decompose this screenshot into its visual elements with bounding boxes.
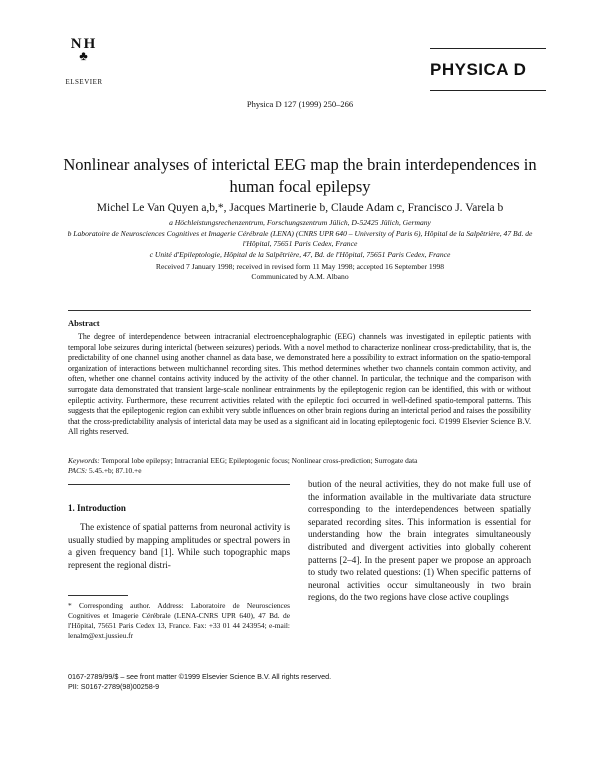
- keywords-block: [68, 456, 531, 476]
- keywords-label: Keywords:: [68, 456, 100, 465]
- footnote-rule: [68, 595, 128, 596]
- abstract-text: The degree of interdependence between intracranial electroencephalographic (EEG) channels was investigated in epileptic patients with temporal lobe seizures during interictal (between seizures) periods. With a novel method to characterize nonlinear cross-predictability, that is, the predictability of one channel using another channel as data base, we demonstrated here a possibility to extract information on the spatio-temporal organization of interactions between multichannel recording sites. This method determines whether two channels contain common activity, and often, whether one channel contains activity induced by the activity of the other channel. In particular, the technique and the comparison with surrogate data demonstrated that transient large-scale nonlinear entrainments by the epileptogenic region can be identified, this with or without epileptic activity. Furthermore, these recurrent activities related with the epileptic foci occurred in well-defined spatio-temporal patterns. This suggests that the epileptogenic region can exhibit very subtle influences on other brain regions during an interictal period and raises the possibility that the cross-predictability analysis of interictal data may be used as a significant aid in locating epileptogenic foci. ©1999 Elsevier Science B.V. All rights reserved.: [68, 332, 531, 437]
- abstract-rule-top: [68, 310, 531, 311]
- front-matter-info: [68, 672, 531, 692]
- received-dates: Received 7 January 1998; received in revised form 11 May 1998; accepted 16 September 1998: [155, 262, 445, 271]
- nh-mark: NH: [70, 36, 98, 52]
- article-authors: Michel Le Van Quyen a,b,*, Jacques Martinerie b, Claude Adam c, Francisco J. Varela b: [96, 202, 504, 214]
- article-dates: [60, 262, 540, 282]
- pacs-label: PACS:: [68, 466, 88, 475]
- publisher-name: ELSEVIER: [65, 78, 103, 86]
- affiliation-a: a Höchleistungsrechenzentrum, Forschungszentrum Jülich, D-52425 Jülich, Germany: [169, 218, 431, 227]
- publisher-logo: [64, 38, 104, 88]
- tree-emblem: ♣: [79, 48, 89, 63]
- journal-rule-bottom: [430, 90, 546, 91]
- affiliations: [60, 218, 540, 260]
- journal-citation: Physica D 127 (1999) 250–266: [246, 99, 354, 109]
- abstract-heading: Abstract: [68, 318, 100, 328]
- copyright-line: 0167-2789/99/$ – see front matter ©1999 Elsevier Science B.V. All rights reserved.: [68, 672, 332, 681]
- journal-name: PHYSICA D: [430, 60, 527, 79]
- pii-line: PII: S0167-2789(98)00258-9: [68, 682, 160, 691]
- corresponding-author-footnote: * Corresponding author. Address: Laboratoire de Neurosciences Cognitives et Imagerie Cérébrale (LENA-CNRS UPR 640), 47 Bd. de l'Hôpital, 75651 Paris Cedex 13, France. Fax: +33 01 44 243954; e-mail: lenalm@ext.jussieu.fr: [68, 601, 290, 640]
- communicated-by: Communicated by A.M. Albano: [251, 272, 349, 281]
- pacs-text: 5.45.+b; 87.10.+e: [89, 466, 142, 475]
- intro-column-right: bution of the neural activities, they do not make full use of the information available in the multivariate data structure corresponding to the interdependences between spatially separated recording sites. This information is essential for understanding how the brain integrates simultaneously distributed and divergent activities into globally coherent patterns [2–4]. In the present paper we propose an approach to study two related questions: (1) When specific patterns of neuronal activities occur simultaneously in two brain regions, do the two regions have close active couplings: [308, 479, 531, 603]
- affiliation-b: b Laboratoire de Neurosciences Cognitives et Imagerie Cérébrale (LENA) (CNRS UPR 640 – University of Paris 6), Hôpital de la Salpêtrière, 47 Bd. de l'Hôpital, 75651 Paris Cedex, France: [67, 228, 533, 248]
- affiliation-c: c Unité d'Epileptologie, Hôpital de la Salpêtrière, 47, Bd. de l'Hôpital, 75651 Paris Cedex, France: [149, 249, 451, 259]
- article-title: Nonlinear analyses of interictal EEG map the brain interdependences in human focal epilepsy: [63, 155, 537, 196]
- intro-column-left: The existence of spatial patterns from neuronal activity is usually studied by mapping amplitudes or spectral powers in a given frequency band [1]. While such topographic maps represent the regional distri-: [68, 522, 290, 570]
- section-heading: 1. Introduction: [68, 503, 126, 513]
- keywords-rule: [68, 484, 290, 485]
- journal-rule-top: [430, 48, 546, 49]
- keywords-text: Temporal lobe epilepsy; Intracranial EEG; Epileptogenic focus; Nonlinear cross-prediction; Surrogate data: [101, 456, 418, 465]
